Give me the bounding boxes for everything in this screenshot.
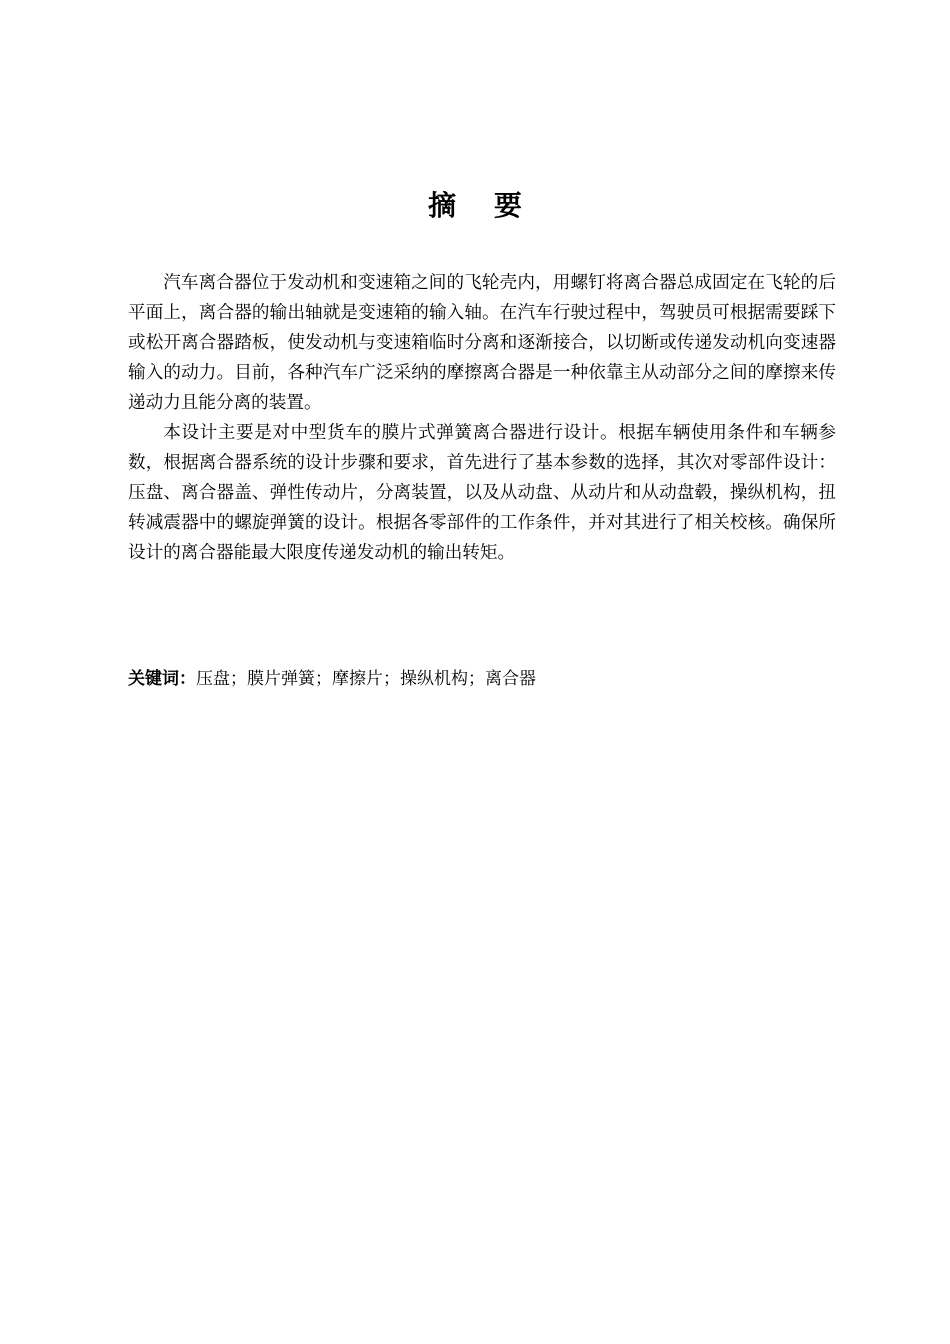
abstract-paragraph-1: 汽车离合器位于发动机和变速箱之间的飞轮壳内，用螺钉将离合器总成固定在飞轮的后平面上，离合器的输出轴就是变速箱的输入轴。在汽车行驶过程中，驾驶员可根据需要踩下或松开离合器踏板，使发动机与变速箱临时分离和逐渐接合，以切断或传递发动机向变速器输入的动力。目前，各种汽车广泛采纳的摩擦离合器是一种依靠主从动部分之间的摩擦来传递动力且能分离的装置。 bbox=[128, 273, 836, 413]
abstract-paragraph-2: 本设计主要是对中型货车的膜片式弹簧离合器进行设计。根据车辆使用条件和车辆参数，根据离合器系统的设计步骤和要求，首先进行了基本参数的选择，其次对零部件设计：压盘、离合器盖、弹性传动片，分离装置，以及从动盘、从动片和从动盘毂，操纵机构，扭转减震器中的螺旋弹簧的设计。根据各零部件的工作条件，并对其进行了相关校核。确保所设计的离合器能最大限度传递发动机的输出转矩。 bbox=[128, 423, 836, 563]
keywords-values: 压盘；膜片弹簧；摩擦片；操纵机构；离合器 bbox=[196, 669, 536, 689]
abstract-body bbox=[128, 268, 836, 568]
keywords-label: 关键词： bbox=[128, 669, 196, 689]
keywords-line bbox=[128, 664, 836, 694]
abstract-title: 摘 要 bbox=[428, 189, 536, 222]
